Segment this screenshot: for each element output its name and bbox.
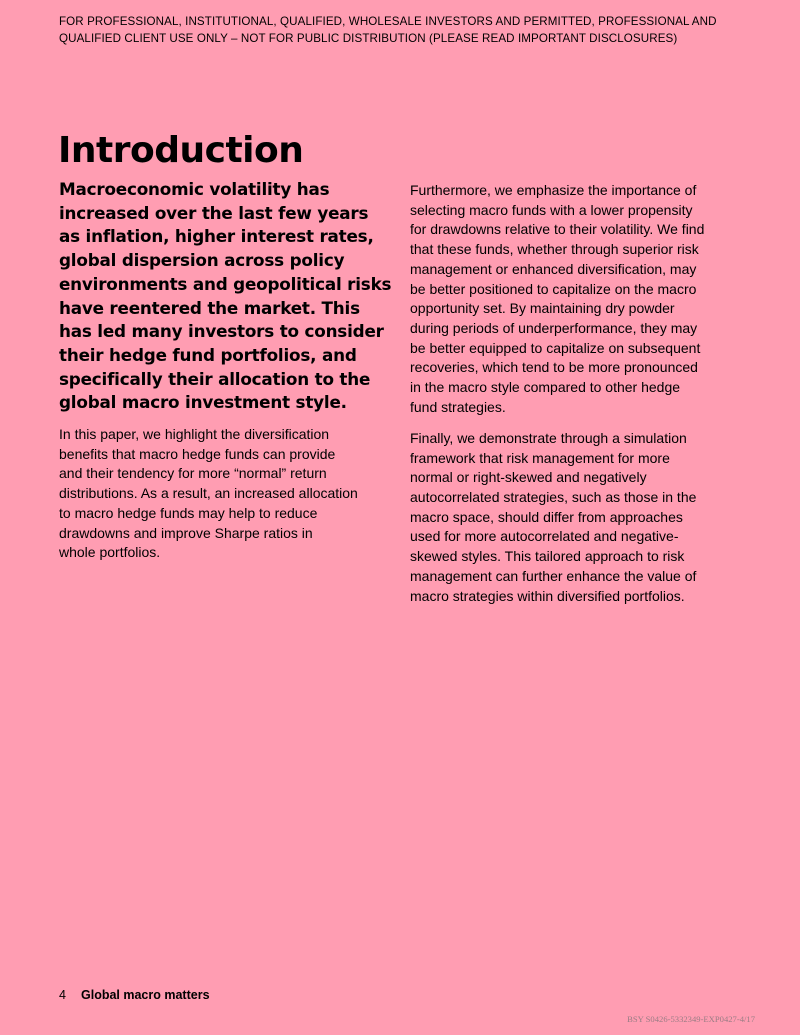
body-line: in the macro style compared to other hedge (410, 379, 681, 396)
body-line: normal or right-skewed and negatively (410, 469, 647, 486)
body-line: whole portfolios. (59, 544, 161, 561)
lead-line: their hedge fund portfolios, and (59, 344, 357, 365)
lead-line: specifically their allocation to the (59, 368, 371, 389)
body-line: In this paper, we highlight the diversification (59, 426, 330, 442)
body-line: skewed styles. This tailored approach to risk (410, 548, 685, 565)
page-footer (59, 987, 210, 1004)
body-line: framework that risk management for more (410, 449, 670, 466)
body-line: drawdowns and improve Sharpe ratios in (59, 524, 313, 541)
lead-line: increased over the last few years (59, 202, 369, 223)
body-line: used for more autocorrelated and negative- (410, 528, 679, 545)
body-line: be better equipped to capitalize on subsequent (410, 339, 701, 356)
body-line: Furthermore, we emphasize the importance of (410, 182, 697, 198)
document-title: Global macro matters (81, 988, 210, 1002)
body-line: macro space, should differ from approaches (410, 508, 683, 525)
lead-line: has led many investors to consider (59, 321, 384, 342)
page-title: Introduction (58, 130, 304, 171)
body-line: opportunity set. By maintaining dry powder (410, 300, 675, 317)
body-line: distributions. As a result, an increased allocation (59, 485, 358, 502)
intro-body-paragraph (59, 425, 389, 563)
lead-line: environments and geopolitical risks (59, 273, 392, 294)
lead-line: global dispersion across policy (59, 250, 345, 271)
lead-line: have reentered the market. This (59, 297, 360, 318)
right-column (410, 181, 746, 606)
body-line: autocorrelated strategies, such as those in the (410, 489, 697, 506)
lead-line: global macro investment style. (59, 392, 347, 413)
drawdown-paragraph (410, 181, 746, 417)
body-line: be better positioned to capitalize on the macro (410, 280, 697, 297)
distribution-disclaimer (59, 13, 749, 47)
lead-line: as inflation, higher interest rates, (59, 226, 374, 247)
body-line: and their tendency for more “normal” return (59, 465, 327, 482)
lead-line: Macroeconomic volatility has (59, 179, 330, 199)
body-line: to macro hedge funds may help to reduce (59, 504, 318, 521)
body-line: during periods of underperformance, they may (410, 319, 698, 336)
disclaimer-line: FOR PROFESSIONAL, INSTITUTIONAL, QUALIFIED, WHOLESALE INVESTORS AND PERMITTED, PROFESSIONAL AND (59, 15, 717, 28)
body-line: selecting macro funds with a lower propensity (410, 201, 693, 218)
body-line: benefits that macro hedge funds can provide (59, 445, 336, 462)
body-line: fund strategies. (410, 398, 506, 415)
body-line: for drawdowns relative to their volatility. We find (410, 221, 705, 238)
page-number: 4 (59, 988, 66, 1002)
document-code: BSY S0426-5332349-EXP0427-4/17 (627, 1014, 755, 1024)
lead-paragraph (59, 178, 399, 415)
body-line: macro strategies within diversified portfolios. (410, 587, 685, 604)
body-line: recoveries, which tend to be more pronounced (410, 359, 698, 376)
body-line: Finally, we demonstrate through a simulation (410, 429, 687, 446)
body-line: management or enhanced diversification, may (410, 260, 697, 277)
body-line: management can further enhance the value of (410, 567, 697, 584)
simulation-paragraph (410, 429, 746, 606)
disclaimer-line: QUALIFIED CLIENT USE ONLY – NOT FOR PUBLIC DISTRIBUTION (PLEASE READ IMPORTANT DISCLOSURES) (59, 32, 678, 45)
body-line: that these funds, whether through superior risk (410, 241, 699, 258)
